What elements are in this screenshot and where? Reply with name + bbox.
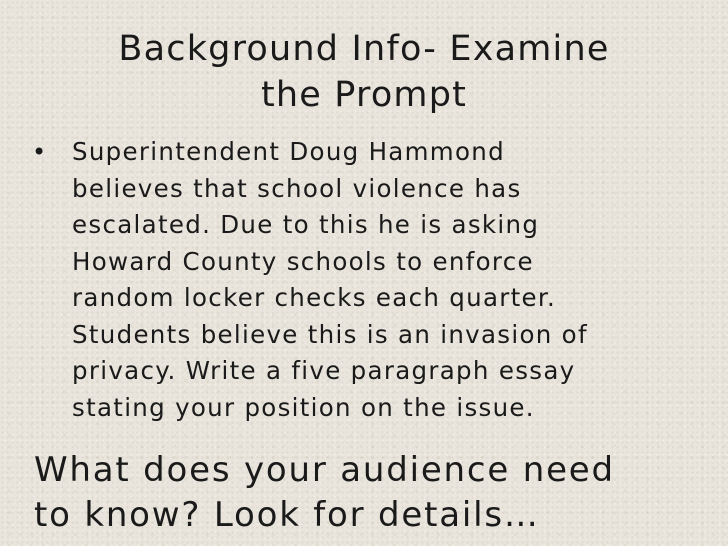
slide-title <box>40 26 688 118</box>
title-line-1: Background Info- Examine <box>118 29 610 69</box>
audience-question: What does your audience need to know? Look for details… <box>34 450 615 535</box>
prompt-text: Superintendent Doug Hammond believes that school violence has escalated. Due to this he is asking Howard County schools to enforce random locker checks each quarter. Students believe this is an invasion of privacy. Write a five paragraph essay stating your position on the issue. <box>72 137 588 422</box>
prompt-bullet <box>32 134 682 426</box>
title-line-2: the Prompt <box>260 75 468 115</box>
bullet-marker: • <box>32 138 48 166</box>
